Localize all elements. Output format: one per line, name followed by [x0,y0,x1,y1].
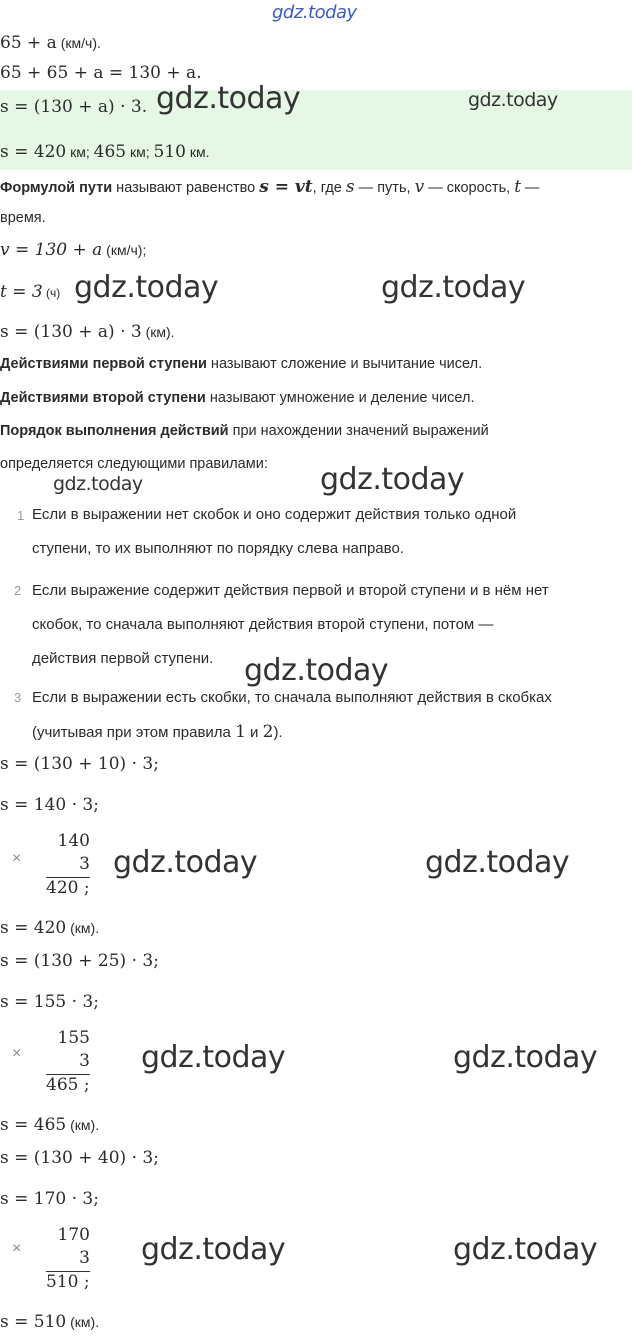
calc-expression: s = (130 + 40) · 3; [0,1148,159,1168]
watermark: gdz.today [381,270,526,305]
watermark: gdz.today [53,473,143,495]
calc-expression: s = 170 · 3; [0,1189,99,1209]
watermark: gdz.today [453,1232,598,1267]
multiply-icon: × [12,1240,22,1257]
rule-1: Если в выражении нет скобок и оно содержит действия только одной ступени, то их выполняют по порядку слева направо. [32,506,517,557]
calc-expression: s = 140 · 3; [0,795,99,815]
speed-line: 65 + a (км/ч). [0,33,101,53]
t-line: t = 3 (ч) [0,282,61,302]
rule-number: 2 [14,583,22,598]
s-line: s = (130 + a) · 3 (км). [0,322,175,342]
column-multiplication: 140 3 420 ; [46,831,90,901]
watermark: gdz.today [244,653,389,688]
calc-expression: s = (130 + 25) · 3; [0,951,159,971]
rule-2: Если выражение содержит действия первой и второй ступени и в нём нет скобок, то сначала выполняют действия второй ступени, потом — действия первой ступени. [32,582,549,667]
para-first-step: Действиями первой ступени называют сложение и вычитание чисел. [0,356,483,372]
watermark: gdz.today [272,2,357,23]
watermark: gdz.today [468,89,558,111]
multiply-icon: × [12,1045,22,1062]
calc-expression: s = 155 · 3; [0,992,99,1012]
calc-expression: s = (130 + 10) · 3; [0,754,159,774]
watermark: gdz.today [141,1232,286,1267]
watermark: gdz.today [113,845,258,880]
multiply-icon: × [12,850,22,867]
v-line: v = 130 + a (км/ч); [0,240,147,260]
definition-line-2: время. [0,210,46,226]
calc-result: s = 465 (км). [0,1115,100,1135]
watermark: gdz.today [141,1040,286,1075]
rule-number: 3 [14,690,22,705]
watermark: gdz.today [156,81,301,116]
para-second-step: Действиями второй ступени называют умножение и деление чисел. [0,390,475,406]
rule-3: Если в выражении есть скобки, то сначала выполняют действия в скобках (учитывая при этом правила 1 и 2). [32,689,552,742]
watermark: gdz.today [320,462,465,497]
para-order-2: определяется следующими правилами: [0,456,268,472]
calc-result: s = 510 (км). [0,1312,100,1332]
rule-number: 1 [17,508,25,523]
calc-result: s = 420 (км). [0,918,100,938]
column-multiplication: 170 3 510 ; [46,1225,90,1295]
watermark: gdz.today [74,270,219,305]
path-formula: s = (130 + a) · 3. [0,97,148,117]
definition-line: Формулой пути называют равенство s = vt, где s — путь, v — скорость, t — [0,177,540,197]
column-multiplication: 155 3 465 ; [46,1028,90,1098]
watermark: gdz.today [425,845,570,880]
watermark: gdz.today [453,1040,598,1075]
para-order: Порядок выполнения действий при нахождении значений выражений [0,423,489,439]
answer-line: s = 420 км; 465 км; 510 км. [0,142,210,162]
sum-line: 65 + 65 + a = 130 + a. [0,63,202,83]
